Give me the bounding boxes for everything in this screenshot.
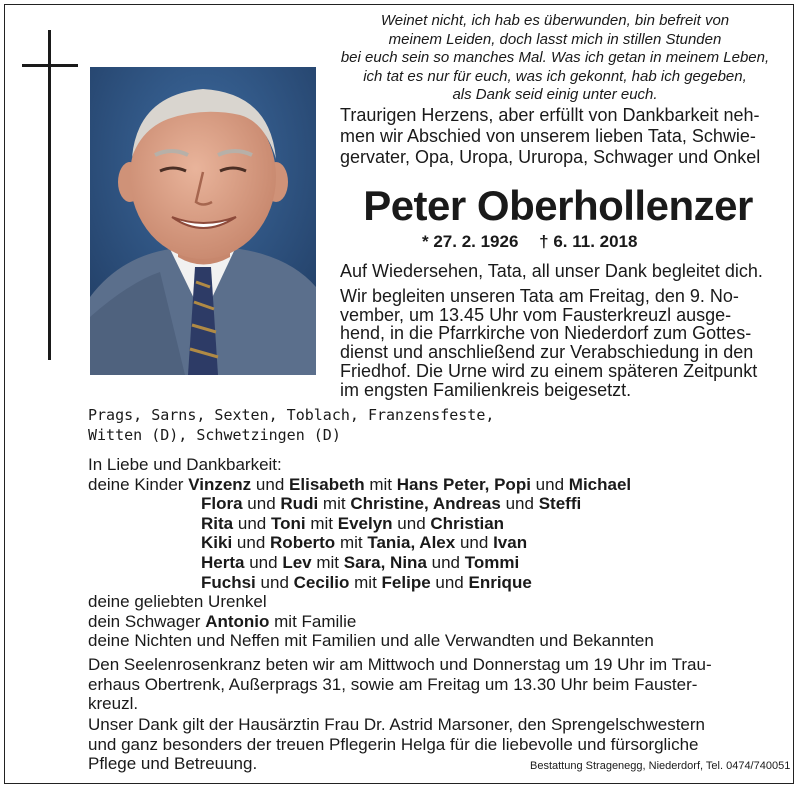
intro-line: men wir Abschied von unserem lieben Tata, Schwie- — [340, 126, 756, 146]
poem-line: Weinet nicht, ich hab es überwunden, bin befreit von — [380, 12, 730, 29]
rosary-line: Den Seelenrosenkranz beten wir am Mittwoch und Donnerstag um 19 Uhr im Trau- — [88, 655, 712, 674]
poem-line: als Dank seid einig unter euch. — [452, 86, 658, 104]
family-name: Antonio — [205, 611, 270, 631]
details-line: hend, in die Pfarrkirche von Niederdorf zum Gottes- — [340, 323, 752, 344]
family-line-0 — [88, 475, 654, 495]
funeral-details — [340, 287, 780, 399]
connector: und — [247, 494, 276, 514]
connector: und — [237, 513, 267, 533]
family-line-2 — [88, 514, 654, 534]
places-line: Witten (D), Schwetzingen (D) — [88, 426, 341, 444]
connector: und — [260, 572, 289, 592]
intro-text — [340, 105, 780, 168]
family-line-3 — [88, 533, 654, 553]
connector: mit — [322, 494, 346, 514]
connector: und — [435, 572, 464, 592]
portrait-photo — [90, 67, 316, 375]
connector: und — [255, 474, 285, 494]
rosary-line: kreuzl. — [88, 694, 139, 714]
family-name: Rita — [201, 513, 234, 533]
connector: mit — [369, 474, 393, 494]
connector: und — [249, 552, 278, 572]
family-name: Ivan — [493, 533, 528, 553]
connector: und — [397, 513, 426, 533]
thanks-line: und ganz besonders der treuen Pflegerin Helga für die liebevolle und fürsorgliche — [88, 734, 699, 754]
connector: mit — [354, 572, 377, 592]
family-name: Fuchsi — [201, 572, 256, 592]
details-line: dienst und anschließend zur Verabschiedung in den — [340, 342, 754, 363]
family-name: Enrique — [468, 572, 532, 592]
thanks-line: Unser Dank gilt der Hausärztin Frau Dr. Astrid Marsoner, den Sprengelschwestern — [88, 715, 705, 734]
connector: und — [535, 474, 565, 494]
cross-icon-horizontal — [22, 64, 78, 67]
family-line-1 — [88, 494, 654, 514]
connector: mit — [310, 513, 333, 533]
family-line-4 — [88, 553, 654, 573]
family-name: Sara, Nina — [343, 552, 427, 572]
family-name: Steffi — [538, 494, 582, 514]
intro-line: Traurigen Herzens, aber erfüllt von Dankbarkeit neh- — [340, 105, 760, 125]
poem-line: meinem Leiden, doch lasst mich in stillen Stunden — [388, 30, 722, 48]
details-line: im engsten Familienkreis beigesetzt. — [340, 379, 632, 400]
connector: und — [459, 533, 489, 553]
family-name: Tania, Alex — [367, 533, 456, 553]
places-line: Prags, Sarns, Sexten, Toblach, Franzensfeste, — [88, 406, 495, 424]
connector: und — [505, 494, 534, 514]
connector: mit Familie — [274, 611, 357, 631]
death-date: † 6. 11. 2018 — [539, 232, 638, 251]
details-line: Wir begleiten unseren Tata am Freitag, den 9. No- — [340, 286, 739, 306]
family-name: Michael — [568, 474, 632, 494]
farewell-line: Auf Wiedersehen, Tata, all unser Dank begleitet dich. — [340, 261, 763, 281]
family-name: Flora — [201, 494, 243, 514]
family-name: Hans Peter, Popi — [396, 474, 531, 494]
funeral-home-footer: Bestattung Stragenegg, Niederdorf, Tel. 0474/740051 — [530, 760, 791, 772]
thanks-line: Pflege und Betreuung. — [88, 754, 258, 774]
family-name: Herta — [201, 552, 245, 572]
connector: mit — [316, 552, 340, 572]
family-name: Kiki — [201, 533, 233, 553]
poem — [325, 12, 785, 105]
connector: und — [431, 552, 461, 572]
family-name: Rudi — [280, 494, 319, 514]
places-list — [88, 405, 494, 445]
family-heading: In Liebe und Dankbarkeit: — [88, 455, 282, 474]
family-name: Evelyn — [337, 513, 393, 533]
rosary-line: erhaus Obertrenk, Außerprags 31, sowie am Freitag um 13.30 Uhr beim Fauster- — [88, 674, 698, 694]
connector: mit — [339, 533, 363, 553]
cross-icon-vertical — [48, 30, 51, 360]
family-name: Roberto — [270, 533, 336, 553]
rosary-text — [88, 655, 712, 714]
family-name: Felipe — [381, 572, 431, 592]
family-name: Elisabeth — [289, 474, 365, 494]
family-name: Christian — [430, 513, 505, 533]
birth-date: * 27. 2. 1926 — [422, 232, 519, 251]
family-name: Lev — [282, 552, 312, 572]
family-name: Cecilio — [293, 572, 350, 592]
family-name: Toni — [270, 513, 306, 533]
details-line: vember, um 13.45 Uhr vom Fausterkreuzl ausge- — [340, 304, 732, 325]
poem-line: ich tat es nur für euch, was ich gekonnt, hab ich gegeben, — [363, 67, 747, 85]
family-name: Tommi — [464, 552, 520, 572]
family-name: Christine, Andreas — [350, 494, 501, 514]
deceased-name: Peter Oberhollenzer — [363, 182, 753, 229]
connector: dein Schwager — [88, 611, 201, 631]
connector: und — [236, 533, 266, 553]
family-list — [88, 455, 654, 651]
family-name: Vinzenz — [188, 474, 252, 494]
family-line-5 — [88, 573, 654, 593]
brother-in-law-line — [88, 612, 654, 632]
children-label: deine Kinder — [88, 474, 184, 494]
life-dates — [422, 232, 653, 252]
poem-line: bei euch sein so manches Mal. Was ich getan in meinem Leben, — [340, 49, 770, 67]
great-grandchildren-line: deine geliebten Urenkel — [88, 592, 267, 612]
details-line: Friedhof. Die Urne wird zu einem späteren Zeitpunkt — [340, 360, 758, 381]
relatives-line: deine Nichten und Neffen mit Familien und alle Verwandten und Bekannten — [88, 631, 654, 651]
intro-line: gervater, Opa, Uropa, Ururopa, Schwager und Onkel — [340, 147, 761, 167]
